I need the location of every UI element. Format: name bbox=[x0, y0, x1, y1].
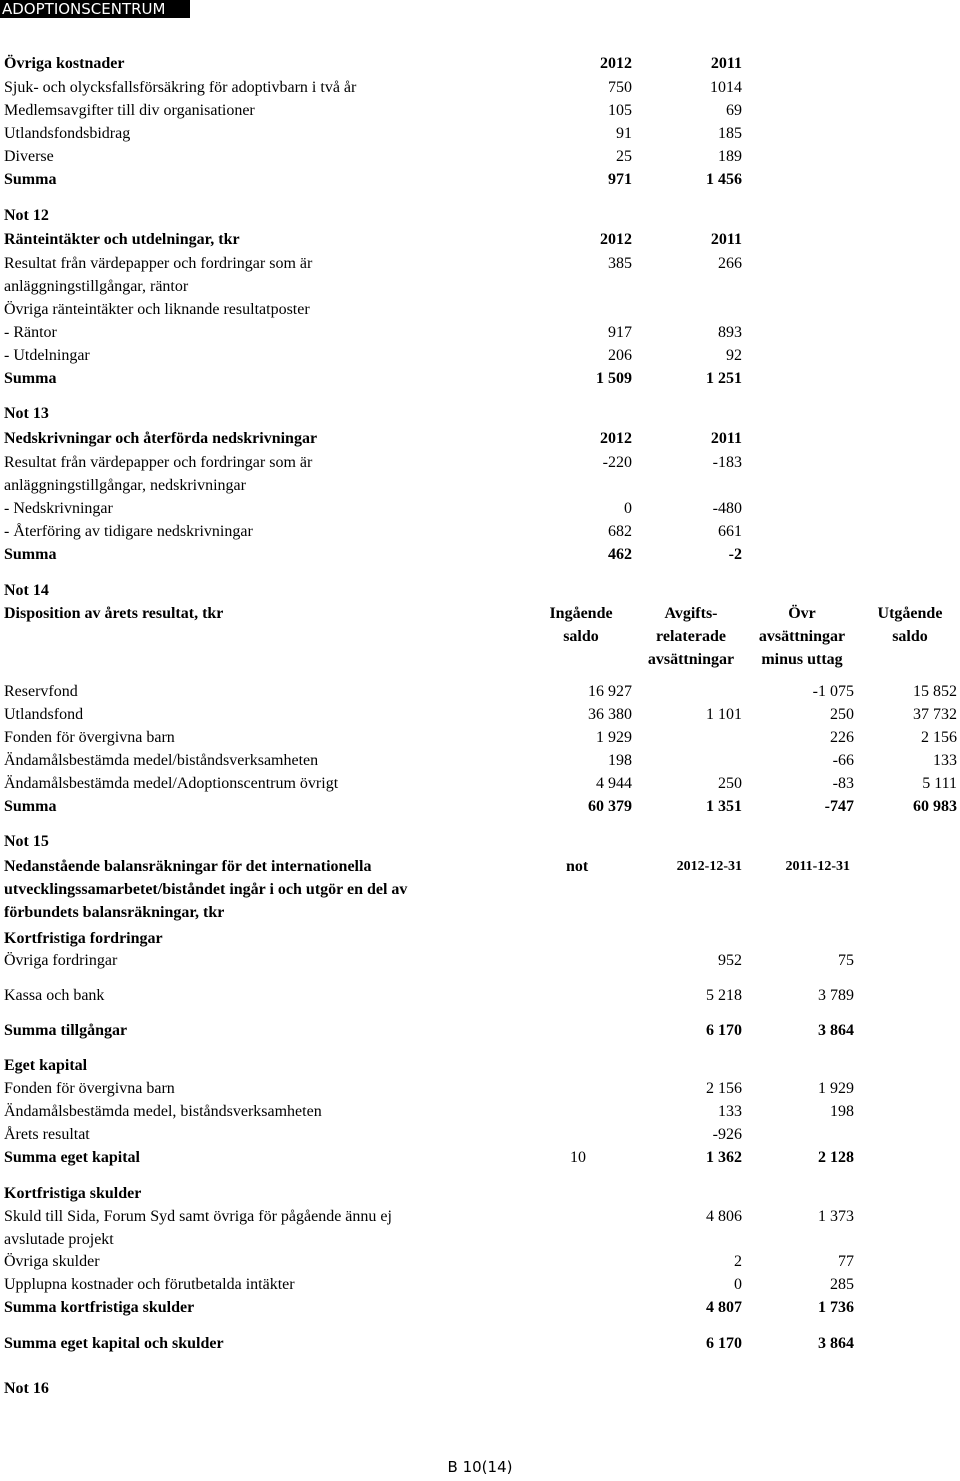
not15-label: Not 15 bbox=[4, 833, 49, 850]
table-row: Medlemsavgifter till div organisationer 105 69 bbox=[4, 102, 742, 119]
not12-label: Not 12 bbox=[4, 207, 49, 224]
table-row: - Nedskrivningar 0 -480 bbox=[4, 500, 742, 517]
col-ovr-avsattningar: Övr avsättningar minus uttag bbox=[758, 605, 846, 668]
sum-row: Summa 462 -2 bbox=[4, 546, 742, 563]
col-utgaende-saldo: Utgående saldo bbox=[877, 605, 943, 645]
sum-row: Summa tillgångar 6 170 3 864 bbox=[4, 1022, 854, 1039]
table-row: Skuld till Sida, Forum Syd samt övriga för pågående ännu ej 4 806 1 373 bbox=[4, 1208, 854, 1225]
col-2012-12-31: 2012-12-31 bbox=[676, 859, 742, 874]
table-row: Utlandsfondsbidrag 91 185 bbox=[4, 125, 742, 142]
not14-title-row: Disposition av årets resultat, tkr bbox=[4, 605, 224, 622]
kortfristiga-fordringar-title: Kortfristiga fordringar bbox=[4, 930, 163, 947]
table-row: Fonden för övergivna barn 2 156 1 929 bbox=[4, 1080, 854, 1097]
table-row: anläggningstillgångar, nedskrivningar bbox=[4, 477, 246, 494]
year-2011: 2011 bbox=[710, 55, 742, 72]
table-row: Utlandsfond 36 380 1 101 250 37 732 bbox=[4, 706, 957, 723]
col-avgiftsrelaterade: Avgifts- relaterade avsättningar bbox=[647, 605, 735, 668]
sum-row: Summa eget kapital 10 1 362 2 128 bbox=[0, 1146, 960, 1169]
table-row: - Utdelningar 206 92 bbox=[4, 347, 742, 364]
table-row: Resultat från värdepapper och fordringar som är 385 266 bbox=[4, 255, 742, 272]
table-row: avslutade projekt bbox=[4, 1231, 114, 1248]
table-row: Fonden för övergivna barn 1 929 226 2 156 bbox=[4, 729, 957, 746]
year-2012: 2012 bbox=[600, 55, 632, 72]
sum-row: Summa 971 1 456 bbox=[4, 171, 742, 188]
page-number: B 10(14) bbox=[447, 1458, 513, 1476]
table-row: Reservfond 16 927 -1 075 15 852 bbox=[4, 683, 957, 700]
table-row: anläggningstillgångar, räntor bbox=[4, 278, 189, 295]
table-row: Resultat från värdepapper och fordringar som är -220 -183 bbox=[4, 454, 742, 471]
sum-row: Summa 1 509 1 251 bbox=[4, 370, 742, 387]
not12-header-row: Ränteintäkter och utdelningar, tkr 2012 2011 bbox=[4, 231, 742, 248]
table-row: Övriga ränteintäkter och liknande resultatposter bbox=[4, 301, 310, 318]
table-row: - Återföring av tidigare nedskrivningar 682 661 bbox=[4, 523, 742, 540]
table-row: Övriga fordringar 952 75 bbox=[4, 952, 854, 969]
sum-row: Summa eget kapital och skulder 6 170 3 864 bbox=[4, 1335, 854, 1352]
ovriga-header-row bbox=[0, 52, 960, 75]
not15-title: Nedanstående balansräkningar för det internationella utvecklingssamarbetet/biståndet ingår i och utgör en del av förbundets balansräkningar, tkr bbox=[4, 858, 408, 921]
eget-kapital-title: Eget kapital bbox=[4, 1057, 88, 1074]
ovriga-title: Övriga kostnader bbox=[4, 55, 125, 72]
not13-header-row: Nedskrivningar och återförda nedskrivningar 2012 2011 bbox=[4, 430, 742, 447]
table-row: Sjuk- och olycksfallsförsäkring för adoptivbarn i två år 750 1014 bbox=[4, 79, 742, 96]
not16-label: Not 16 bbox=[4, 1380, 49, 1397]
table-row: Ändamålsbestämda medel/Adoptionscentrum övrigt 4 944 250 -83 5 111 bbox=[4, 775, 957, 792]
table-row: Årets resultat -926 bbox=[4, 1126, 742, 1143]
table-row: Övriga skulder 2 77 bbox=[4, 1253, 854, 1270]
table-row: Ändamålsbestämda medel, biståndsverksamheten 133 198 bbox=[4, 1103, 854, 1120]
sum-row: Summa kortfristiga skulder 4 807 1 736 bbox=[4, 1299, 854, 1316]
not14-label: Not 14 bbox=[4, 582, 49, 599]
sum-row: Summa 60 379 1 351 -747 60 983 bbox=[4, 798, 957, 815]
table-row: Upplupna kostnader och förutbetalda intäkter 0 285 bbox=[4, 1276, 854, 1293]
document-header: ADOPTIONSCENTRUM bbox=[0, 0, 190, 18]
not13-label: Not 13 bbox=[4, 405, 49, 422]
table-row: Diverse 25 189 bbox=[4, 148, 742, 165]
table-row: - Räntor 917 893 bbox=[4, 324, 742, 341]
kortfristiga-skulder-title: Kortfristiga skulder bbox=[4, 1185, 142, 1202]
col-ingaende-saldo: Ingående saldo bbox=[549, 605, 613, 645]
col-not: not bbox=[566, 858, 589, 875]
note-ref: 10 bbox=[570, 1149, 586, 1166]
col-2011-12-31: 2011-12-31 bbox=[785, 859, 850, 874]
not15-header-row bbox=[0, 855, 960, 878]
table-row: Kassa och bank 5 218 3 789 bbox=[4, 987, 854, 1004]
table-row: Ändamålsbestämda medel/biståndsverksamheten 198 -66 133 bbox=[4, 752, 957, 769]
